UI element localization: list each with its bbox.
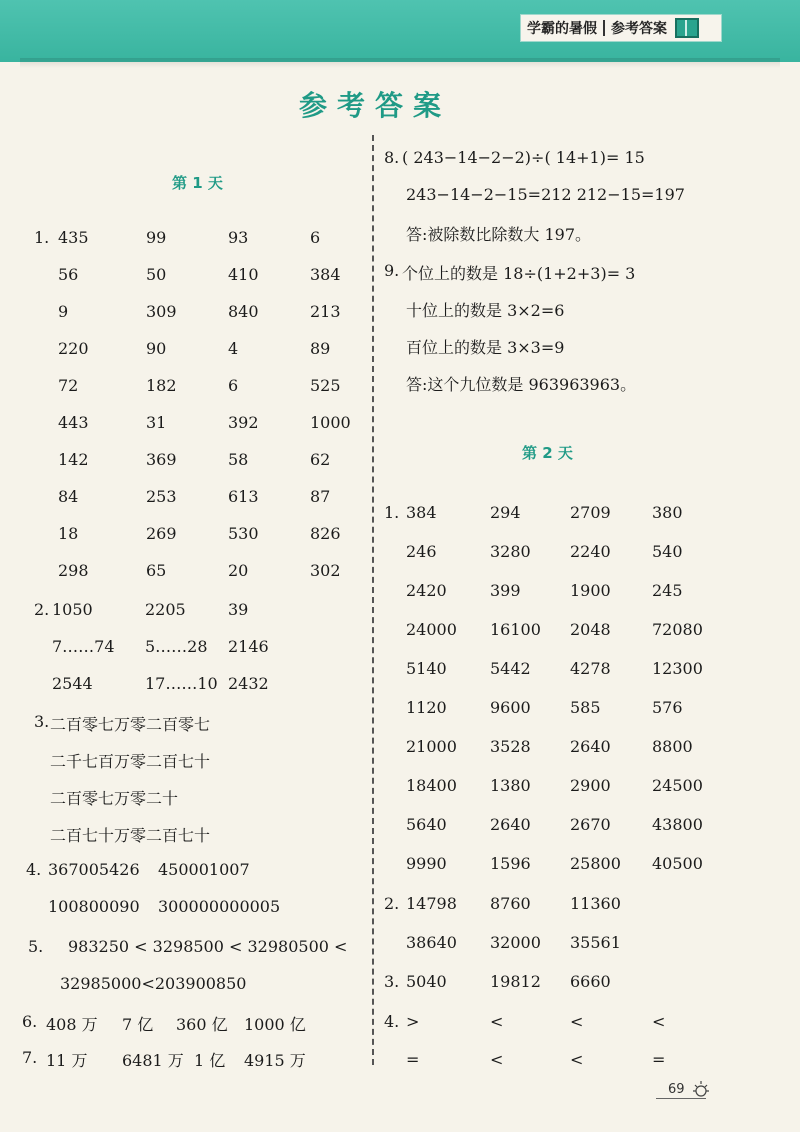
day1-q1-cell: 65 — [146, 561, 167, 580]
day1-q1-cell: 87 — [310, 487, 331, 506]
day2-q1-cell: 2048 — [570, 620, 611, 639]
day1-q1-cell: 309 — [146, 302, 177, 321]
day1-q7-item: 6481 万 — [122, 1051, 184, 1070]
day1-q1-cell: 369 — [146, 450, 177, 469]
day1-q6-item: 408 万 — [46, 1015, 98, 1034]
q8-line: 243−14−2−15=212 212−15=197 — [406, 185, 685, 204]
day2-q3-label: 3. — [384, 972, 400, 991]
q9-line: 十位上的数是 3×2=6 — [406, 301, 565, 320]
q9-line: 个位上的数是 18÷(1+2+3)= 3 — [402, 264, 636, 283]
day2-q1-cell: 16100 — [490, 620, 541, 639]
day2-q1-cell: 40500 — [652, 854, 703, 873]
day1-q4-cell: 367005426 — [48, 860, 140, 879]
day1-q2-cell: 7……74 — [52, 637, 115, 656]
day1-q1-cell: 269 — [146, 524, 177, 543]
day2-q1-cell: 12300 — [652, 659, 703, 678]
day2-q1-label: 1. — [384, 503, 400, 522]
day1-q2-cell: 2146 — [228, 637, 269, 656]
day1-q2-cell: 5……28 — [145, 637, 208, 656]
day2-q1-cell: 384 — [406, 503, 437, 522]
day1-q1-cell: 392 — [228, 413, 259, 432]
day1-q1-cell: 9 — [58, 302, 69, 321]
day2-q1-cell: 8800 — [652, 737, 693, 756]
day2-q4-cell: < — [570, 1050, 584, 1069]
q9-line: 百位上的数是 3×3=9 — [406, 338, 565, 357]
day2-q2-cell: 35561 — [570, 933, 621, 952]
day1-q1-cell: 58 — [228, 450, 249, 469]
day1-q1-cell: 93 — [228, 228, 249, 247]
day1-q1-cell: 84 — [58, 487, 79, 506]
day1-q1-cell: 826 — [310, 524, 341, 543]
day1-q1-cell: 142 — [58, 450, 89, 469]
day1-q2-cell: 2205 — [145, 600, 186, 619]
day2-q1-cell: 380 — [652, 503, 683, 522]
day2-q1-cell: 3280 — [490, 542, 531, 561]
day2-q1-cell: 585 — [570, 698, 601, 717]
day1-q1-cell: 213 — [310, 302, 341, 321]
day1-q2-cell: 39 — [228, 600, 249, 619]
day2-q3-cell: 19812 — [490, 972, 541, 991]
day1-q4-cell: 450001007 — [158, 860, 250, 879]
day1-q1-cell: 435 — [58, 228, 89, 247]
day2-q2-cell: 32000 — [490, 933, 541, 952]
day1-q7-item: 11 万 — [46, 1051, 88, 1070]
day1-q2-cell: 1050 — [52, 600, 93, 619]
day2-q1-cell: 18400 — [406, 776, 457, 795]
day2-q1-cell: 1596 — [490, 854, 531, 873]
day1-heading: 第 1 天 — [172, 174, 223, 192]
day1-q6-item: 7 亿 — [122, 1015, 154, 1034]
q8-line: ( 243−14−2−2)÷( 14+1)= 15 — [402, 148, 645, 167]
day1-q1-cell: 6 — [228, 376, 239, 395]
day2-q1-cell: 1900 — [570, 581, 611, 600]
day2-q1-cell: 2900 — [570, 776, 611, 795]
day1-q1-cell: 18 — [58, 524, 79, 543]
day2-q2-label: 2. — [384, 894, 400, 913]
day1-q1-cell: 1000 — [310, 413, 351, 432]
day2-q1-cell: 3528 — [490, 737, 531, 756]
day1-q1-cell: 31 — [146, 413, 167, 432]
day2-q1-cell: 399 — [490, 581, 521, 600]
banner-shadow — [20, 58, 780, 68]
day2-q4-cell: = — [652, 1050, 666, 1069]
header-brand: 学霸的暑假 — [527, 21, 597, 37]
day2-q1-cell: 246 — [406, 542, 437, 561]
day1-q1-cell: 4 — [228, 339, 239, 358]
day2-q2-cell: 8760 — [490, 894, 531, 913]
day1-q1-cell: 6 — [310, 228, 321, 247]
day1-q1-cell: 99 — [146, 228, 167, 247]
day1-q4-label: 4. — [26, 860, 42, 879]
day1-q1-cell: 530 — [228, 524, 259, 543]
day2-q1-cell: 2640 — [490, 815, 531, 834]
header-section: 参考答案 — [611, 21, 667, 37]
q8-label: 8. — [384, 148, 400, 167]
day1-q1-cell: 50 — [146, 265, 167, 284]
day1-q1-cell: 62 — [310, 450, 331, 469]
day1-q1-cell: 253 — [146, 487, 177, 506]
day2-q1-cell: 72080 — [652, 620, 703, 639]
day2-q1-cell: 5640 — [406, 815, 447, 834]
day1-q1-cell: 298 — [58, 561, 89, 580]
day1-q6-item: 360 亿 — [176, 1015, 228, 1034]
page-title: 参考答案 — [298, 89, 451, 122]
day2-q4-cell: < — [652, 1012, 666, 1031]
day1-q2-cell: 17……10 — [145, 674, 218, 693]
day1-q5-line: 32985000<203900850 — [60, 974, 247, 993]
day1-q1-cell: 90 — [146, 339, 167, 358]
day1-q4-cell: 300000000005 — [158, 897, 281, 916]
day2-q4-cell: = — [406, 1050, 420, 1069]
day1-q5-line: 983250 < 3298500 < 32980500 < — [68, 937, 348, 956]
day1-q1-cell: 443 — [58, 413, 89, 432]
day2-q1-cell: 540 — [652, 542, 683, 561]
day1-q7-label: 7. — [22, 1048, 38, 1067]
day1-q3-line: 二千七百万零二百七十 — [50, 752, 211, 771]
day2-q1-cell: 2420 — [406, 581, 447, 600]
day2-q1-cell: 24500 — [652, 776, 703, 795]
day1-q7-item: 4915 万 — [244, 1051, 306, 1070]
day1-q1-cell: 525 — [310, 376, 341, 395]
day1-q1-cell: 220 — [58, 339, 89, 358]
day1-q3-line: 二百七十万零二百七十 — [50, 826, 211, 845]
day1-q2-cell: 2544 — [52, 674, 93, 693]
day2-q1-cell: 2670 — [570, 815, 611, 834]
day1-q1-cell: 410 — [228, 265, 259, 284]
page-number: 69 — [668, 1082, 685, 1097]
day2-q1-cell: 245 — [652, 581, 683, 600]
day2-q4-cell: < — [570, 1012, 584, 1031]
q9-label: 9. — [384, 261, 400, 280]
day2-q2-cell: 11360 — [570, 894, 621, 913]
day1-q1-cell: 384 — [310, 265, 341, 284]
day1-q5-label: 5. — [28, 937, 44, 956]
day2-q1-cell: 2640 — [570, 737, 611, 756]
day1-q3-label: 3. — [34, 712, 50, 731]
day2-q3-cell: 5040 — [406, 972, 447, 991]
day1-q1-cell: 302 — [310, 561, 341, 580]
day1-q1-cell: 89 — [310, 339, 331, 358]
day1-q1-label: 1. — [34, 228, 50, 247]
day2-q1-cell: 5442 — [490, 659, 531, 678]
day1-q2-cell: 2432 — [228, 674, 269, 693]
day2-q1-cell: 294 — [490, 503, 521, 522]
day2-q1-cell: 5140 — [406, 659, 447, 678]
day1-q6-label: 6. — [22, 1012, 38, 1031]
day2-q1-cell: 9990 — [406, 854, 447, 873]
day1-q3-line: 二百零七万零二十 — [50, 789, 179, 808]
day1-q1-cell: 182 — [146, 376, 177, 395]
day2-q4-label: 4. — [384, 1012, 400, 1031]
day1-q1-cell: 72 — [58, 376, 79, 395]
day1-q7-item: 1 亿 — [194, 1051, 226, 1070]
day2-q1-cell: 1120 — [406, 698, 447, 717]
day2-q4-cell: < — [490, 1012, 504, 1031]
q8-line: 答:被除数比除数大 197。 — [406, 225, 592, 244]
day2-q1-cell: 1380 — [490, 776, 531, 795]
day1-q1-cell: 840 — [228, 302, 259, 321]
day2-q1-cell: 2709 — [570, 503, 611, 522]
day2-q1-cell: 25800 — [570, 854, 621, 873]
day1-q2-label: 2. — [34, 600, 50, 619]
day2-q1-cell: 43800 — [652, 815, 703, 834]
day2-q1-cell: 21000 — [406, 737, 457, 756]
day2-q3-cell: 6660 — [570, 972, 611, 991]
day1-q1-cell: 20 — [228, 561, 249, 580]
day2-q4-cell: > — [406, 1012, 420, 1031]
book-icon — [675, 18, 699, 38]
day2-heading: 第 2 天 — [522, 444, 573, 462]
sun-icon — [690, 1078, 712, 1100]
day2-q2-cell: 38640 — [406, 933, 457, 952]
q9-line: 答:这个九位数是 963963963。 — [406, 375, 637, 394]
day2-q1-cell: 4278 — [570, 659, 611, 678]
day2-q2-cell: 14798 — [406, 894, 457, 913]
day2-q4-cell: < — [490, 1050, 504, 1069]
day1-q4-cell: 100800090 — [48, 897, 140, 916]
column-divider — [372, 135, 374, 1065]
day1-q6-item: 1000 亿 — [244, 1015, 306, 1034]
day1-q3-line: 二百零七万零二百零七 — [50, 715, 211, 734]
day2-q1-cell: 576 — [652, 698, 683, 717]
day1-q1-cell: 56 — [58, 265, 79, 284]
day2-q1-cell: 9600 — [490, 698, 531, 717]
header-box — [520, 14, 722, 42]
day1-q1-cell: 613 — [228, 487, 259, 506]
day2-q1-cell: 2240 — [570, 542, 611, 561]
day2-q1-cell: 24000 — [406, 620, 457, 639]
